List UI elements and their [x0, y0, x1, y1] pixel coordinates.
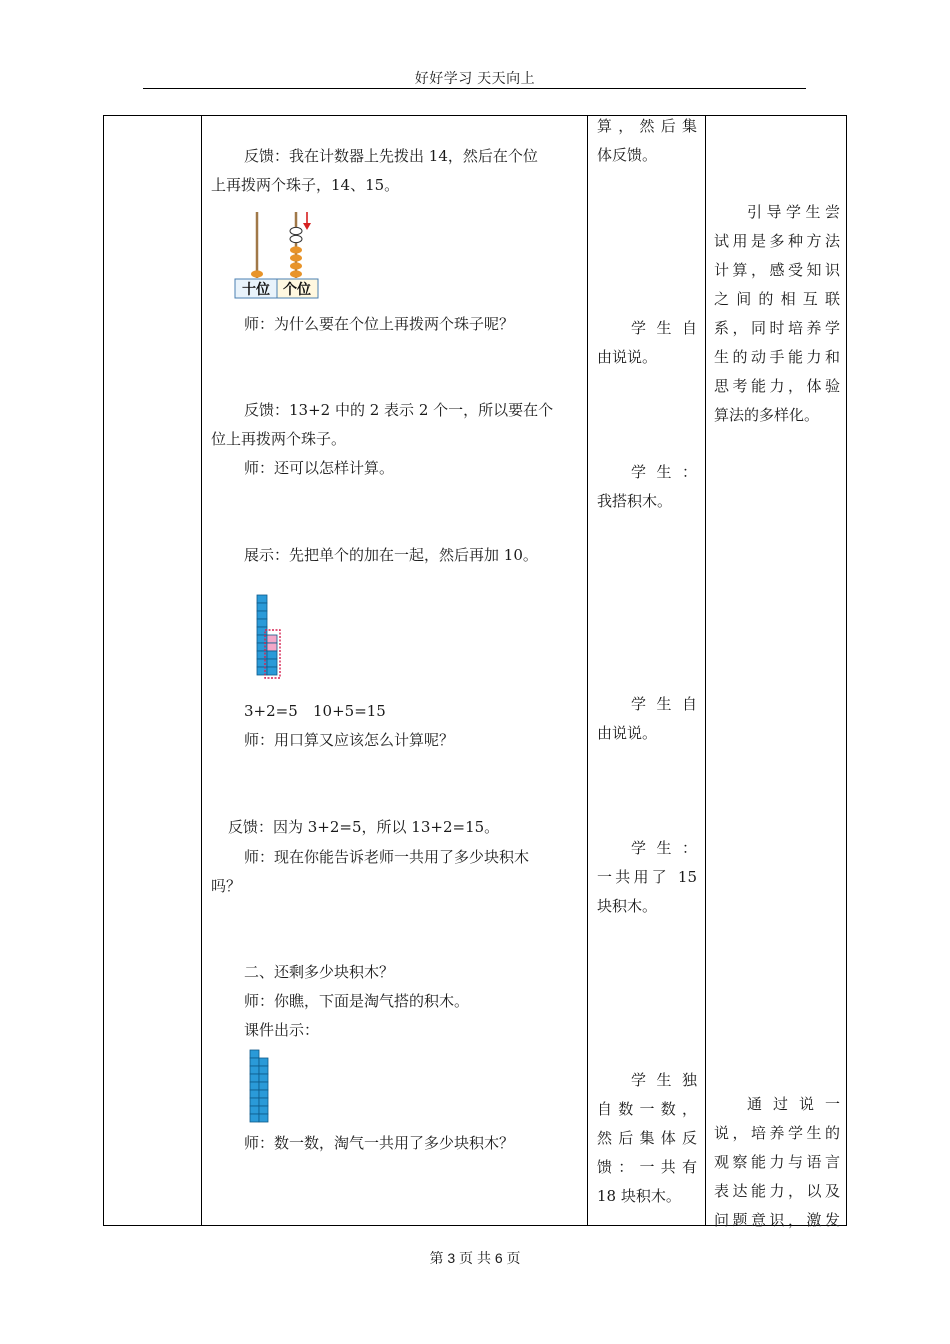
- courseware-label: 课件出示：: [244, 1021, 320, 1039]
- feedback-2-line-2: 位上再拨两个珠子。: [211, 430, 347, 448]
- design-intent-1-line-6: 生的动手能力和: [714, 348, 840, 366]
- student-activity-6-line-5: 18 块积木。: [597, 1187, 681, 1205]
- design-intent-1-line-4: 之间的相互联: [714, 290, 840, 308]
- design-intent-2-line-1: 通过说一: [747, 1095, 840, 1113]
- feedback-1-line-1: 反馈：我在计数器上先拨出 14，然后在个位: [244, 147, 538, 165]
- design-intent-1-line-8: 算法的多样化。: [714, 406, 820, 424]
- student-activity-5-line-3: 块积木。: [597, 897, 658, 915]
- ones-bead: [290, 270, 302, 277]
- feedback-3: 反馈：因为 3+2=5，所以 13+2=15。: [228, 818, 500, 836]
- column-divider-1: [201, 115, 202, 1226]
- arrow-down-icon: [303, 223, 311, 230]
- section-heading-2: 二、还剩多少块积木？: [244, 963, 395, 981]
- column-divider-2: [587, 115, 588, 1226]
- student-activity-6-line-4: 馈：一共有: [597, 1158, 697, 1176]
- abacus-illustration: [234, 208, 320, 300]
- design-intent-2-line-5: 问题意识，激发: [714, 1211, 840, 1229]
- teacher-question-6: 师：数一数，淘气一共用了多少块积木？: [244, 1134, 515, 1152]
- teacher-question-4-line-2: 吗？: [211, 877, 242, 895]
- student-activity-6-line-1: 学生独: [631, 1071, 697, 1089]
- student-activity-5-line-1: 学生：: [631, 839, 697, 857]
- feedback-1-line-2: 上再拨两个珠子，14、15。: [211, 176, 400, 194]
- student-activity-2-line-2: 由说说。: [597, 348, 658, 366]
- design-intent-1-line-1: 引导学生尝: [747, 203, 840, 221]
- equation-1: 3+2=5: [244, 702, 298, 720]
- design-intent-1-line-5: 系，同时培养学: [714, 319, 840, 337]
- student-activity-6-line-2: 自数一数，: [597, 1100, 697, 1118]
- teacher-question-1: 师：为什么要在个位上再拨两个珠子呢？: [244, 315, 515, 333]
- ones-bead: [290, 262, 302, 269]
- teacher-statement-5: 师：你瞧，下面是淘气搭的积木。: [244, 992, 470, 1010]
- cube-stack-illustration: [250, 592, 284, 682]
- teacher-question-3: 师：用口算又应该怎么计算呢？: [244, 731, 455, 749]
- student-activity-1-line-1: 算，然后集: [597, 117, 697, 135]
- design-intent-2-line-3: 观察能力与语言: [714, 1153, 840, 1171]
- design-intent-1-line-2: 试用是多种方法: [714, 232, 840, 250]
- student-activity-4-line-2: 由说说。: [597, 724, 658, 742]
- student-activity-2-line-1: 学生自: [631, 319, 697, 337]
- student-activity-3-line-1: 学生：: [631, 463, 697, 481]
- student-activity-3-line-2: 我搭积木。: [597, 492, 673, 510]
- tens-label: 十位: [242, 282, 270, 298]
- cube-stack-illustration-2: [247, 1048, 271, 1124]
- design-intent-2-line-4: 表达能力，以及: [714, 1182, 840, 1200]
- design-intent-1-line-7: 思考能力，体验: [714, 377, 840, 395]
- student-activity-4-line-1: 学生自: [631, 695, 697, 713]
- page-header: 好好学习 天天向上: [414, 70, 536, 86]
- design-intent-1-line-3: 计算，感受知识: [714, 261, 840, 279]
- ones-bead: [290, 246, 302, 253]
- added-bead: [290, 227, 302, 234]
- equation-2: 10+5=15: [313, 702, 386, 720]
- student-activity-1-line-2: 体反馈。: [597, 146, 658, 164]
- page-footer: 第 3 页 共 6 页: [429, 1250, 521, 1266]
- student-activity-5-line-2: 一共用了 15: [597, 868, 697, 886]
- demonstration: 展示：先把单个的加在一起，然后再加 10。: [244, 546, 538, 564]
- tens-bead: [251, 270, 263, 277]
- teacher-question-4-line-1: 师：现在你能告诉老师一共用了多少块积木: [244, 848, 530, 866]
- feedback-2-line-1: 反馈：13+2 中的 2 表示 2 个一，所以要在个: [244, 401, 554, 419]
- ones-bead: [290, 254, 302, 261]
- added-bead: [290, 235, 302, 242]
- teacher-question-2: 师：还可以怎样计算。: [244, 459, 395, 477]
- design-intent-2-line-2: 说，培养学生的: [714, 1124, 840, 1142]
- student-activity-6-line-3: 然后集体反: [597, 1129, 697, 1147]
- header-rule: [143, 88, 806, 89]
- ones-label: 个位: [283, 282, 311, 298]
- column-divider-3: [705, 115, 706, 1226]
